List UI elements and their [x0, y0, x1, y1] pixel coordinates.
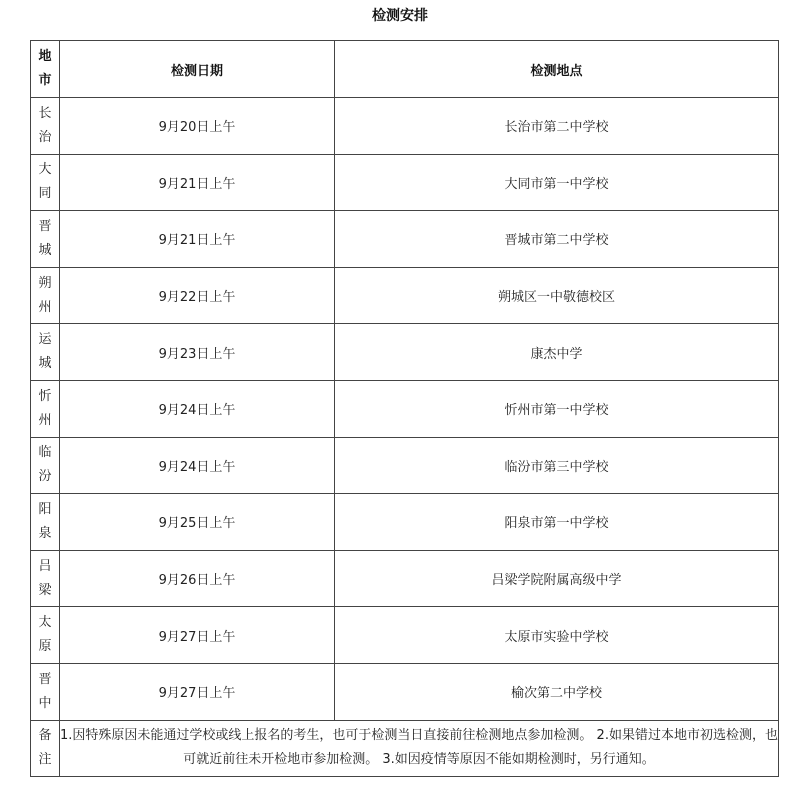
cell-date: 9月24日上午: [60, 437, 335, 494]
cell-city: 太原: [31, 607, 60, 664]
cell-date: 9月22日上午: [60, 267, 335, 324]
cell-place: 康杰中学: [335, 324, 779, 381]
cell-date: 9月25日上午: [60, 494, 335, 551]
table-row: [31, 437, 779, 494]
table-row: [31, 607, 779, 664]
cell-place: 晋城市第二中学校: [335, 211, 779, 268]
note-label: 备注: [31, 720, 60, 776]
cell-city: 长治: [31, 98, 60, 155]
cell-place: 榆次第二中学校: [335, 663, 779, 720]
header-place: 检测地点: [335, 41, 779, 98]
cell-city: 吕梁: [31, 550, 60, 607]
cell-place: 阳泉市第一中学校: [335, 494, 779, 551]
note-text: 1.因特殊原因未能通过学校或线上报名的考生，也可于检测当日直接前往检测地点参加检测。 2.如果错过本地市初选检测，也可就近前往未开检地市参加检测。 3.如因疫情等原因不能如期检测时，另行通知。: [60, 720, 779, 776]
table-row: [31, 494, 779, 551]
cell-date: 9月20日上午: [60, 98, 335, 155]
cell-place: 大同市第一中学校: [335, 154, 779, 211]
table-header-row: [31, 41, 779, 98]
cell-date: 9月21日上午: [60, 211, 335, 268]
note-row: [31, 720, 779, 776]
cell-city: 运城: [31, 324, 60, 381]
cell-place: 临汾市第三中学校: [335, 437, 779, 494]
cell-place: 长治市第二中学校: [335, 98, 779, 155]
cell-city: 临汾: [31, 437, 60, 494]
cell-date: 9月27日上午: [60, 663, 335, 720]
header-city: 地市: [31, 41, 60, 98]
table-row: [31, 324, 779, 381]
cell-city: 忻州: [31, 380, 60, 437]
cell-date: 9月27日上午: [60, 607, 335, 664]
schedule-table: [30, 40, 779, 777]
table-row: [31, 380, 779, 437]
table-row: [31, 98, 779, 155]
cell-date: 9月24日上午: [60, 380, 335, 437]
cell-city: 晋城: [31, 211, 60, 268]
table-row: [31, 663, 779, 720]
cell-city: 阳泉: [31, 494, 60, 551]
cell-city: 朔州: [31, 267, 60, 324]
cell-place: 朔城区一中敬德校区: [335, 267, 779, 324]
header-date: 检测日期: [60, 41, 335, 98]
table-row: [31, 550, 779, 607]
cell-date: 9月26日上午: [60, 550, 335, 607]
table-row: [31, 211, 779, 268]
cell-date: 9月21日上午: [60, 154, 335, 211]
cell-city: 大同: [31, 154, 60, 211]
table-row: [31, 267, 779, 324]
table-row: [31, 154, 779, 211]
cell-place: 吕梁学院附属高级中学: [335, 550, 779, 607]
cell-date: 9月23日上午: [60, 324, 335, 381]
cell-city: 晋中: [31, 663, 60, 720]
cell-place: 忻州市第一中学校: [335, 380, 779, 437]
page-title: 检测安排: [372, 8, 428, 24]
cell-place: 太原市实验中学校: [335, 607, 779, 664]
